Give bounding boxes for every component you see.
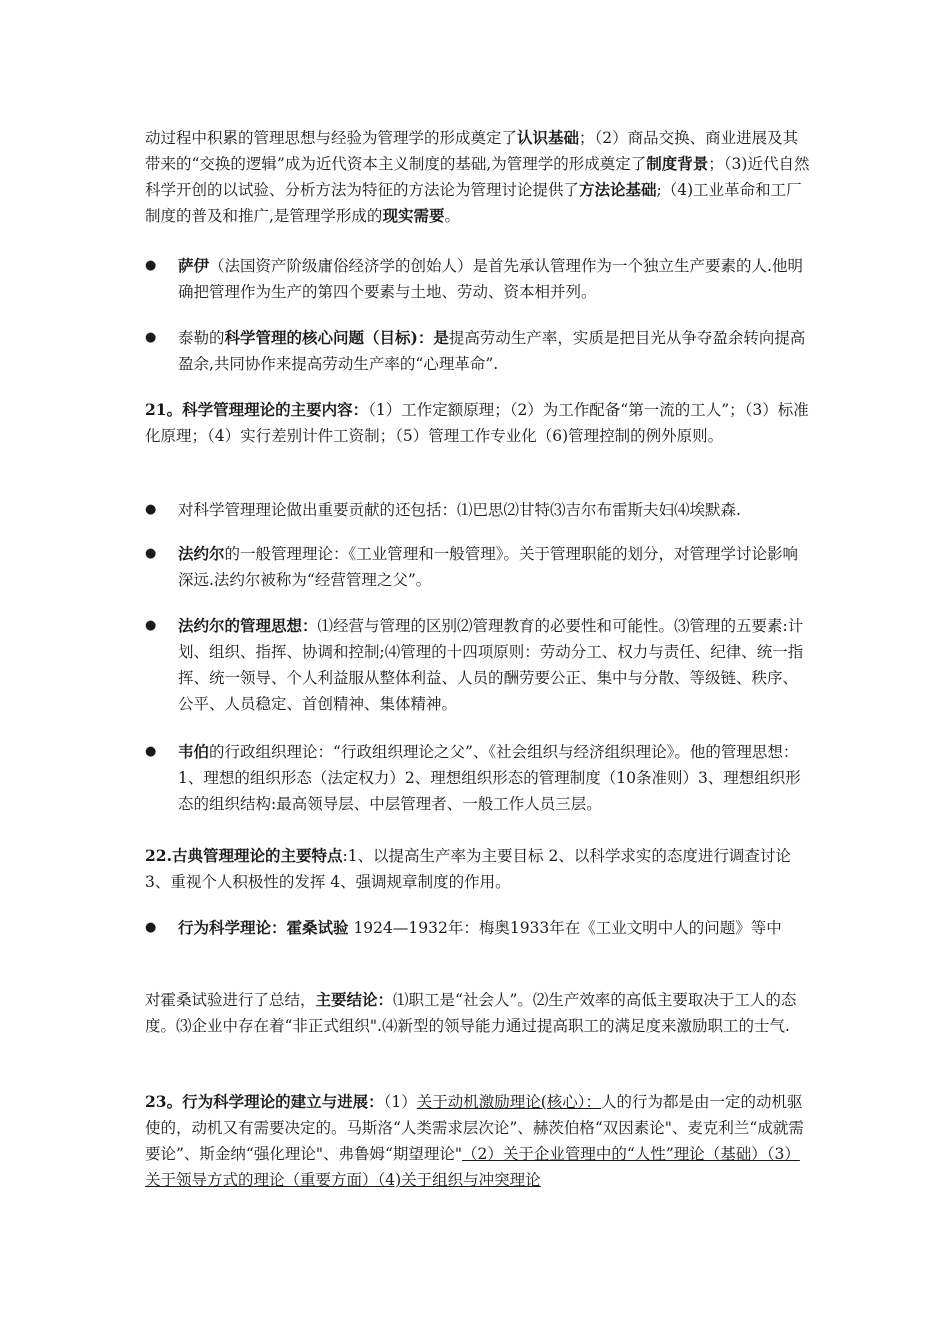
text: 人的行为都是由一定的动机驱使的，动机又有需要决定的。马斯洛“人类需求层次论”、赫茨伯格“双因素论"、麦克利兰“成就需要论”、斯金纳“强化理论"、弗鲁姆“期望理论" (145, 1093, 804, 1163)
text: ；（3)近代自然科学开创的以试验、分析方法为特征的方法论为管理讨论提供了 (145, 155, 810, 199)
bold-term: 制度背景 (646, 154, 709, 173)
text: 1924—1932年：梅奥1933年在《工业文明中人的问题》等中 (348, 919, 782, 937)
bullet-text (178, 325, 813, 377)
text: ;（4)工业革命和工厂制度的普及和推广,是管理学形成的 (145, 181, 802, 225)
bold-term: 现实需要 (382, 206, 445, 225)
text: 。 (444, 207, 460, 225)
section-22 (145, 843, 813, 895)
section-21 (145, 397, 813, 449)
bold-term: 韦伯 (178, 742, 210, 761)
bullet-icon: ● (145, 546, 157, 561)
bullet-icon: ● (145, 330, 157, 345)
paragraph-hawthorne-conclusions (145, 987, 813, 1039)
bullet-text: 对科学管理理论做出重要贡献的还包括：⑴巴思⑵甘特⑶吉尔布雷斯夫妇⑷埃默森. (178, 501, 741, 519)
text: （1） (383, 1093, 417, 1111)
bullet-icon: ● (145, 744, 157, 759)
bullet-text (178, 253, 813, 305)
text: 对霍桑试验进行了总结， (145, 991, 316, 1009)
bullet-icon: ● (145, 618, 157, 633)
paragraph-management-foundations (145, 125, 813, 229)
bold-term: 方法论基础 (579, 180, 657, 199)
text: 的行政组织理论：“行政组织理论之父”、《社会组织与经济组织理论》。他的管理思想：1、理想的组织形态（法定权力）2、理想组织形态的管理制度（10条准则）3、理想组织形态的组织结构:最高领导层、中层管理者、一般工作人员三层。 (178, 743, 801, 813)
bold-term: 主要结论： (315, 990, 394, 1009)
text: 提高劳动生产率，实质是把目光从争夺盈余转向提高盈余,共同协作来提高劳动生产率的“心理革命”. (178, 329, 806, 373)
bold-term: 行为科学理论：霍桑试验 (178, 918, 349, 937)
bullet-text (178, 541, 813, 593)
bullet-text (178, 915, 813, 941)
text: ⑴职工是“社会人”。⑵生产效率的高低主要取决于工人的态度。⑶企业中存在着“非正式组织".⑷新型的领导能力通过提高职工的满足度来激励职工的士气. (145, 991, 797, 1035)
text: :1、以提高生产率为主要目标 2、以科学求实的态度进行调查讨论 3、重视个人积极性的发挥 4、强调规章制度的作用。 (145, 847, 791, 891)
underlined-text: 关于动机激励理论(核心）： (416, 1093, 602, 1111)
bullet-text (178, 613, 813, 717)
underlined-text: （2）关于企业管理中的“人性”理论（基础）（3）关于领导方式的理论（重要方面）（4)关于组织与冲突理论 (145, 1145, 800, 1189)
text: 的一般管理理论：《工业管理和一般管理》。关于管理职能的划分，对管理学讨论影响深远.法约尔被称为“经营管理之父”。 (178, 545, 799, 589)
section-23 (145, 1089, 813, 1193)
bullet-icon: ● (145, 502, 157, 517)
bold-term: 法约尔 (178, 544, 225, 563)
section-heading: 21。科学管理理论的主要内容： (145, 400, 369, 419)
text: （法国资产阶级庸俗经济学的创始人）是首先承认管理作为一个独立生产要素的人.他明确把管理作为生产的第四个要素与土地、劳动、资本相并列。 (178, 257, 803, 301)
bullet-text (178, 739, 813, 817)
text: ⑴经营与管理的区别⑵管理教育的必要性和可能性。⑶管理的五要素:计划、组织、指挥、协调和控制;⑷管理的十四项原则：劳动分工、权力与责任、纪律、统一指挥、统一领导、个人利益服从整体利益、人员的酬劳要公正、集中与分散、等级链、秩序、公平、人员稳定、首创精神、集体精神。 (178, 617, 804, 713)
text: 泰勒的 (178, 329, 225, 347)
bold-term: 认识基础 (517, 128, 580, 147)
bullet-icon: ● (145, 920, 157, 935)
section-heading: 23。行为科学理论的建立与进展： (145, 1092, 384, 1111)
bold-term: 科学管理的核心问题（目标)：是 (224, 328, 449, 347)
bullet-icon: ● (145, 258, 157, 273)
section-heading: 22.古典管理理论的主要特点 (145, 846, 343, 865)
text: ；（2）商品交换、商业进展及其带来的“交换的逻辑”成为近代资本主义制度的基础,为管理学的形成奠定了 (145, 129, 799, 173)
bold-term: 萨伊 (178, 256, 210, 275)
text: （1）工作定额原理；（2）为工作配备“第一流的工人”；（3）标准化原理；（4）实行差别计件工资制；（5）管理工作专业化（6)管理控制的例外原则。 (145, 401, 809, 445)
bold-term: 法约尔的管理思想： (178, 616, 318, 635)
text: 动过程中积累的管理思想与经验为管理学的形成奠定了 (145, 129, 518, 147)
